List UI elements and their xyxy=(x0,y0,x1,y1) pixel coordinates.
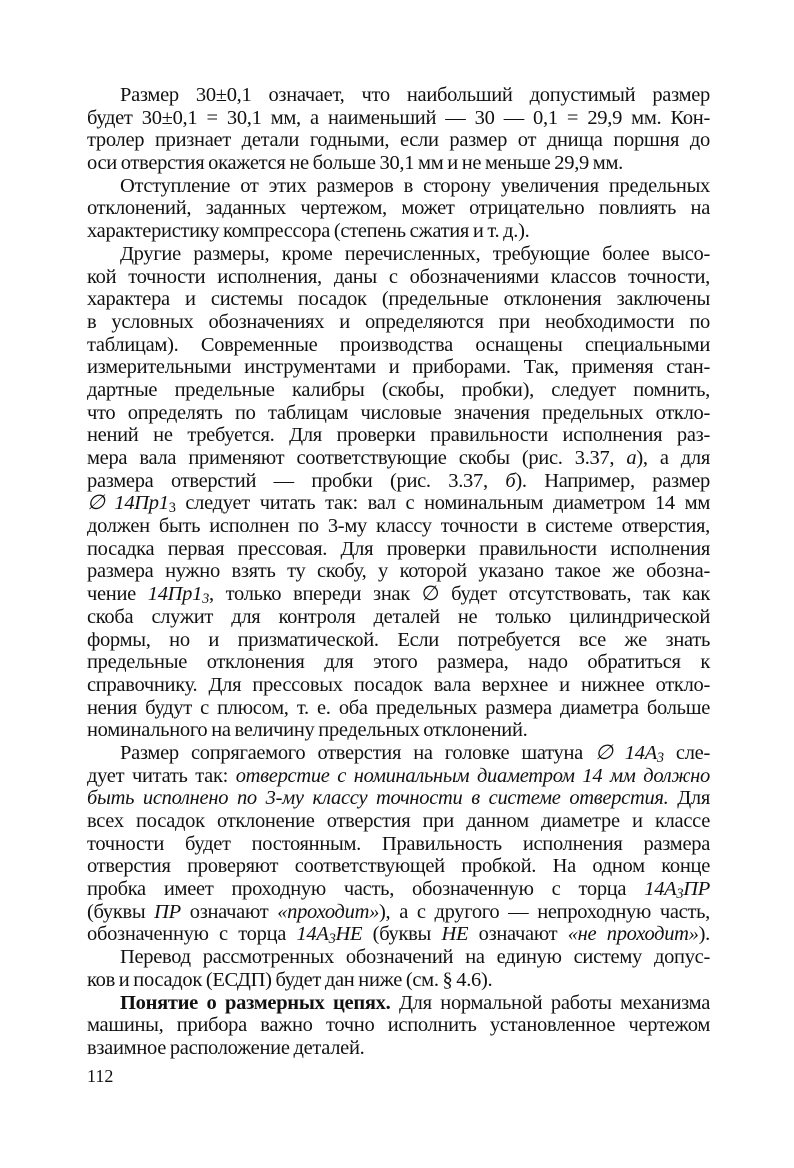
italic-run: ∅ 14А xyxy=(595,741,657,764)
text-run: нения будут с плюсом, т. е. оба предельных размера диаметра больше xyxy=(87,696,710,719)
italic-run: ПР xyxy=(683,878,710,901)
text-run: (буквы xyxy=(87,900,155,923)
text-line xyxy=(87,84,710,107)
subscript: 3 xyxy=(328,931,336,948)
text-line xyxy=(87,583,710,606)
text-run: справочнику. Для прессовых посадок вала верхнее и нижнее откло- xyxy=(87,673,710,696)
text-run: размера отверстий — пробки (рис. 3.37, xyxy=(87,469,506,492)
text-run: Перевод рассмотренных обозначений на единую систему допус- xyxy=(120,946,710,969)
text-line xyxy=(87,833,710,856)
text-line xyxy=(87,1014,710,1037)
text-run: машины, прибора важно точно исполнить установленное чертежом xyxy=(87,1014,710,1037)
text-run: ). xyxy=(698,923,710,946)
italic-run: 14Пр1 xyxy=(147,583,203,606)
text-line xyxy=(87,266,710,289)
text-line xyxy=(87,606,710,629)
italic-run: б xyxy=(505,469,516,492)
text-run: сле- xyxy=(663,741,710,764)
italic-run: 14А xyxy=(644,878,677,901)
italic-run: НЕ xyxy=(441,923,469,946)
text-run: номинального на величину предельных отклонений. xyxy=(87,719,528,742)
subscript: 3 xyxy=(676,886,684,903)
text-run: означают xyxy=(468,923,568,946)
italic-designation: ∅ 14Пр1 xyxy=(87,492,169,515)
text-line xyxy=(87,674,710,697)
text-run: чение xyxy=(87,583,148,606)
italic-run: быть исполнено по 3-му классу точности в системе отверстия. xyxy=(87,787,669,810)
italic-run: НЕ xyxy=(335,923,363,946)
text-line xyxy=(87,311,710,334)
text-run: будет 30±0,1 = 30,1 мм, а наименьший — 30 — 0,1 = 29,9 мм. Кон- xyxy=(87,106,710,129)
text-line xyxy=(87,946,710,969)
page-number: 112 xyxy=(87,1066,114,1086)
text-run: Размер 30±0,1 означает, что наибольший допустимый размер xyxy=(120,84,710,106)
text-line xyxy=(87,651,710,674)
italic-run: 14А xyxy=(296,923,329,946)
text-line xyxy=(87,197,710,220)
text-line xyxy=(87,129,710,152)
text-line xyxy=(87,855,710,878)
document-page xyxy=(87,84,710,1060)
text-run: точности будет постоянным. Правильность исполнения размера xyxy=(87,832,710,855)
text-line xyxy=(87,515,710,538)
text-run: обозначенную с торца xyxy=(87,923,297,946)
text-run: отверстия проверяют соответствующей пробкой. На одном конце xyxy=(87,855,710,878)
text-line xyxy=(87,538,710,561)
text-line xyxy=(87,447,710,470)
text-run: Для нормальной работы механизма xyxy=(390,991,710,1014)
text-run: ков и посадок (ЕСДП) будет дан ниже (см. § 4.6). xyxy=(87,968,493,991)
text-line xyxy=(87,878,710,901)
subscript: 3 xyxy=(202,591,209,608)
text-run: ). Например, размер xyxy=(515,469,710,492)
text-line xyxy=(87,992,710,1015)
text-run: Другие размеры, кроме перечисленных, требующие более высо- xyxy=(120,242,710,265)
text-line xyxy=(87,402,710,425)
text-run: нений не требуется. Для проверки правильности исполнения раз- xyxy=(87,424,710,447)
text-run: дартные предельные калибры (скобы, пробки), следует помнить, xyxy=(87,378,710,401)
text-line xyxy=(87,923,710,946)
text-line xyxy=(87,107,710,130)
text-line xyxy=(87,379,710,402)
text-run: мера вала применяют соответствующие скобы (рис. 3.37, xyxy=(87,447,627,469)
text-run: предельные отклонения для этого размера, надо обратиться к xyxy=(87,651,710,674)
text-run: отклонений, заданных чертежом, может отрицательно повлиять на xyxy=(87,197,710,220)
text-run: Для xyxy=(668,787,710,810)
text-run: измерительными инструментами и приборами. Так, применяя стан- xyxy=(87,356,710,379)
text-line xyxy=(87,1037,710,1060)
text-line xyxy=(87,969,710,992)
text-run: кой точности исполнения, даны с обозначениями классов точности, xyxy=(87,265,710,288)
subscript: 3 xyxy=(656,749,664,766)
italic-run: «не проходит» xyxy=(567,923,699,946)
italic-run: ПР xyxy=(154,900,181,923)
text-run: дует читать так: xyxy=(87,764,236,787)
italic-run: а xyxy=(626,447,637,469)
text-line xyxy=(87,288,710,311)
text-line xyxy=(87,356,710,379)
text-run: (буквы xyxy=(362,923,442,946)
text-run: , только впереди знак ∅ будет отсутствовать, так как xyxy=(208,583,710,606)
text-run: ), а для xyxy=(636,447,710,469)
text-line xyxy=(87,765,710,788)
text-line xyxy=(87,810,710,833)
text-run: посадка первая прессовая. Для проверки правильности исполнения xyxy=(87,537,710,560)
text-run: должен быть исполнен по 3-му классу точности в системе отверстия, xyxy=(87,515,710,538)
text-run: следует читать так: вал с номинальным диаметром 14 мм xyxy=(175,492,711,515)
text-run: характера и системы посадок (предельные отклонения заключены xyxy=(87,288,710,311)
text-line xyxy=(87,334,710,357)
bold-heading: Понятие о размерных цепях. xyxy=(120,991,391,1014)
text-line xyxy=(87,175,710,198)
text-run: Размер сопрягаемого отверстия на головке шатуна xyxy=(120,741,596,764)
text-run: всех посадок отклонение отверстия при данном диаметре и классе xyxy=(87,810,710,832)
text-line xyxy=(87,220,710,243)
text-run: означают xyxy=(180,900,278,923)
text-run: ), а с другого — непроходную часть, xyxy=(379,900,710,923)
text-line xyxy=(87,424,710,447)
text-run: размера нужно взять ту скобу, у которой указано такое же обозна- xyxy=(87,560,710,583)
text-line xyxy=(87,629,710,652)
text-line xyxy=(87,243,710,266)
text-line xyxy=(87,697,710,720)
italic-run: отверстие с номинальным диаметром 14 мм должно xyxy=(235,764,710,787)
text-run: тролер признает детали годными, если размер от днища поршня до xyxy=(87,129,710,152)
text-run: таблицам). Современные производства оснащены специальными xyxy=(87,333,710,356)
text-run: Отступление от этих размеров в сторону увеличения предельных xyxy=(120,174,710,197)
text-run: оси отверстия окажется не больше 30,1 мм и не меньше 29,9 мм. xyxy=(87,152,623,175)
text-line xyxy=(87,742,710,765)
text-run: формы, но и призматической. Если потребуется все же знать xyxy=(87,628,710,651)
text-line xyxy=(87,787,710,810)
text-line xyxy=(87,470,710,493)
text-line xyxy=(87,719,710,742)
text-line xyxy=(87,560,710,583)
text-run: что определять по таблицам числовые значения предельных откло- xyxy=(87,401,710,424)
text-run: взаимное расположение деталей. xyxy=(87,1036,365,1059)
text-line xyxy=(87,152,710,175)
text-run: пробка имеет проходную часть, обозначенную с торца xyxy=(87,878,645,901)
text-run: в условных обозначениях и определяются при необходимости по xyxy=(87,310,710,333)
italic-run: «проходит» xyxy=(277,900,380,923)
text-run: скоба служит для контроля деталей не только цилиндрической xyxy=(87,605,710,628)
subscript: 3 xyxy=(168,500,176,517)
text-run: характеристику компрессора (степень сжатия и т. д.). xyxy=(87,220,530,243)
text-line xyxy=(87,901,710,924)
text-line xyxy=(87,492,710,515)
